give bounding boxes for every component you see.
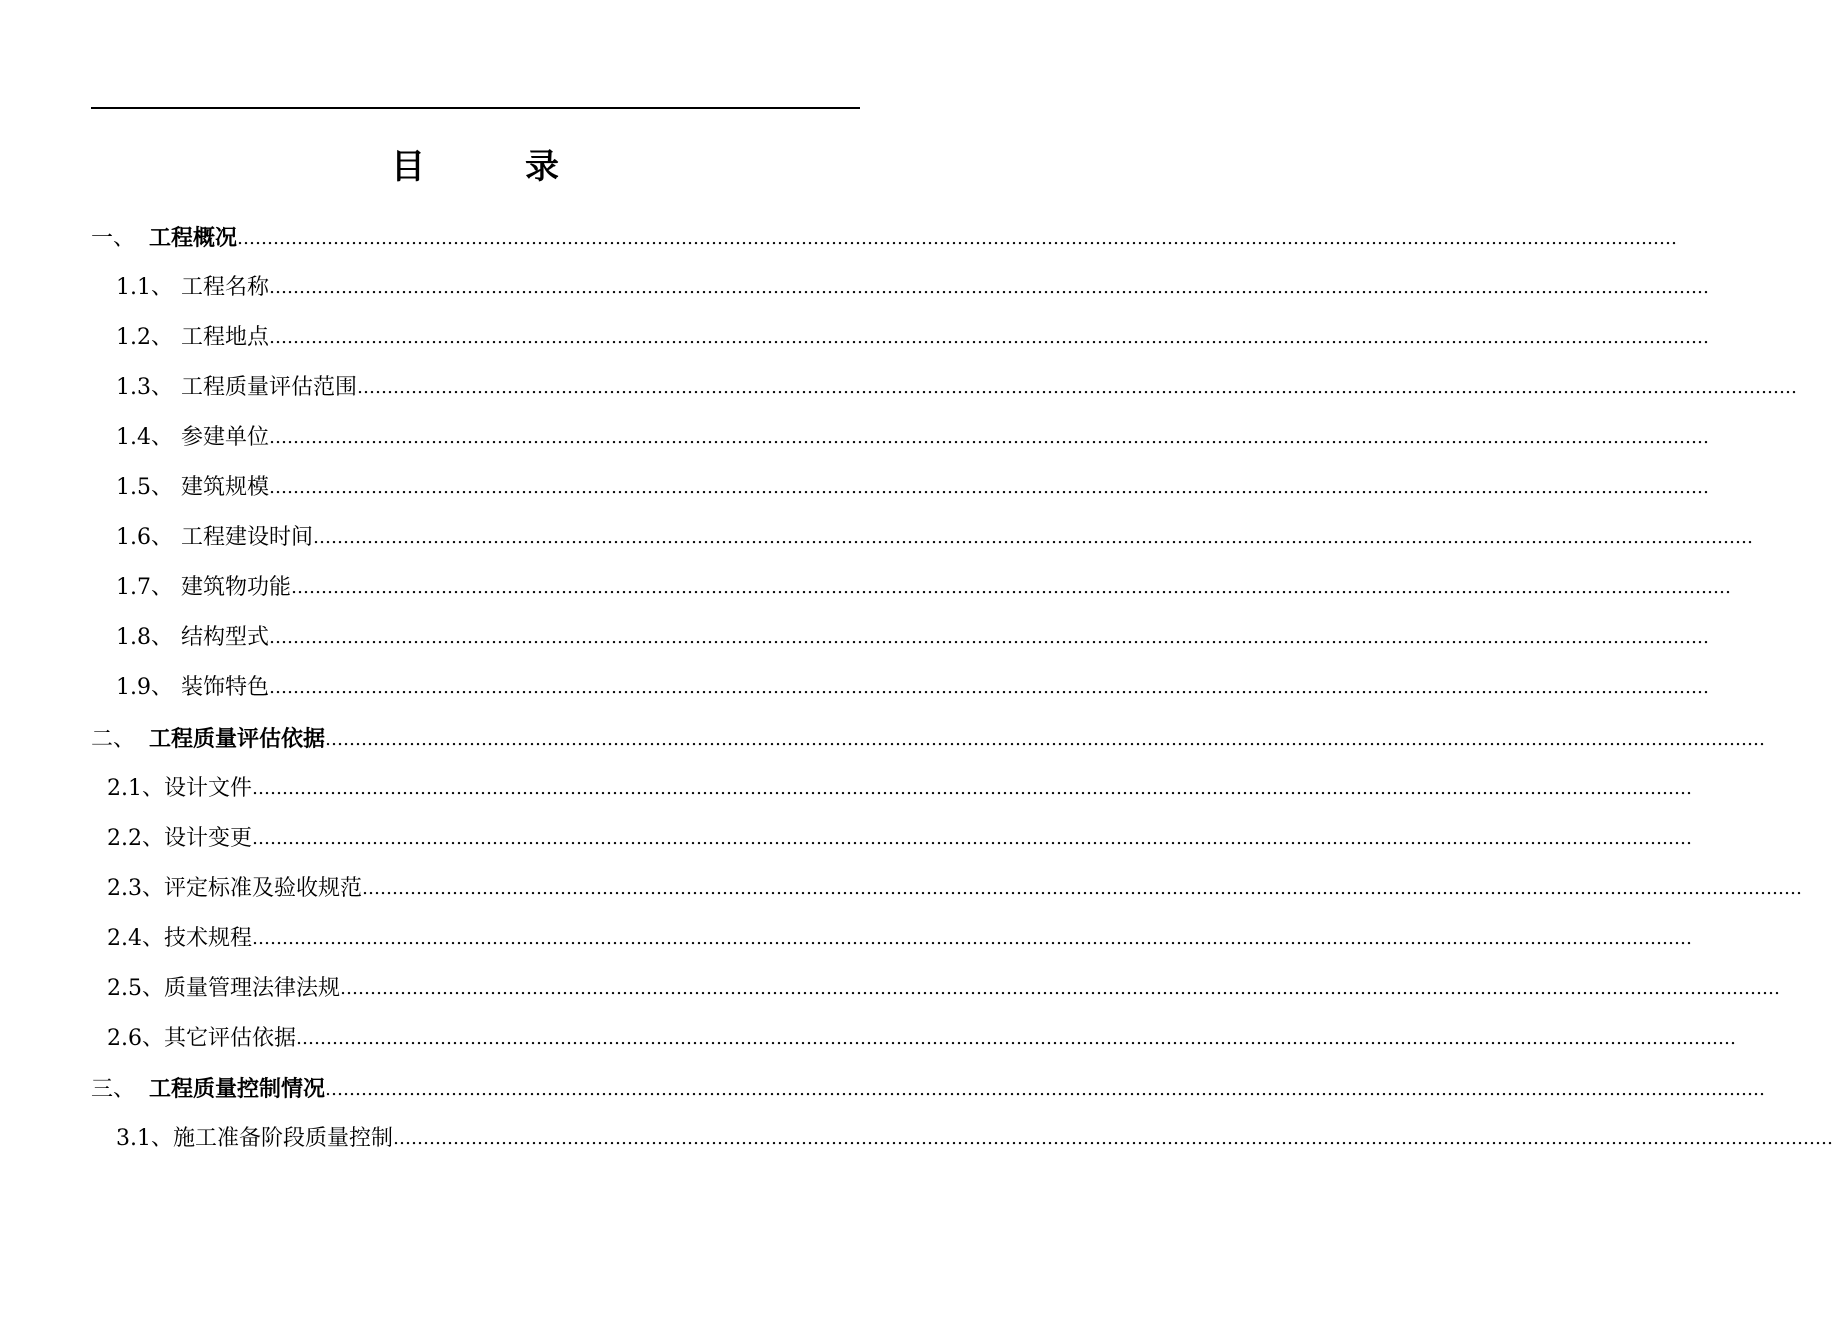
toc-entry-leader: ……………………………………………………………………………………………………………………………………………………………………………………………………………………: [313, 527, 1754, 548]
toc-entry-title: 建筑物功能: [181, 575, 292, 600]
toc-entry-leader: ……………………………………………………………………………………………………………………………………………………………………………………………………………………: [269, 427, 1710, 448]
toc-entry-1-8[interactable]: [116, 623, 1710, 653]
toc-entry-title: 设计文件: [164, 776, 253, 801]
toc-entry-2-4[interactable]: [107, 924, 1693, 954]
toc-entry-leader: ……………………………………………………………………………………………………………………………………………………………………………………………………………………: [296, 1028, 1737, 1049]
toc-entry-leader: ……………………………………………………………………………………………………………………………………………………………………………………………………………………: [269, 477, 1710, 498]
header-rule: [91, 107, 860, 109]
page-title: 目录: [391, 147, 659, 187]
toc-entry-1-6[interactable]: [116, 523, 1754, 553]
toc-entry-1-9[interactable]: [116, 673, 1710, 703]
toc-entry-title: 工程建设时间: [181, 525, 314, 550]
toc-entry-leader: ……………………………………………………………………………………………………………………………………………………………………………………………………………………: [291, 577, 1732, 598]
toc-entry-2[interactable]: [91, 725, 1766, 755]
toc-entry-title: 工程质量控制情况: [149, 1077, 326, 1102]
toc-entry-title: 工程地点: [181, 325, 270, 350]
toc-entry-leader: ……………………………………………………………………………………………………………………………………………………………………………………………………………………: [269, 327, 1710, 348]
toc-entry-number: 2.6、: [107, 1026, 164, 1051]
toc-entry-title: 工程概况: [149, 226, 238, 251]
toc-entry-2-5[interactable]: [107, 974, 1781, 1004]
toc-entry-number: 1.6、: [116, 525, 173, 550]
toc-entry-leader: ……………………………………………………………………………………………………………………………………………………………………………………………………………………: [269, 627, 1710, 648]
toc-entry-number: 1.1、: [116, 275, 173, 300]
toc-entry-leader: ……………………………………………………………………………………………………………………………………………………………………………………………………………………: [252, 928, 1693, 949]
toc-entry-1[interactable]: [91, 224, 1678, 254]
toc-entry-leader: ……………………………………………………………………………………………………………………………………………………………………………………………………………………: [237, 228, 1678, 249]
toc-entry-leader: ……………………………………………………………………………………………………………………………………………………………………………………………………………………: [269, 677, 1710, 698]
toc-entry-leader: ……………………………………………………………………………………………………………………………………………………………………………………………………………………: [362, 878, 1803, 899]
toc-entry-number: 1.9、: [116, 675, 173, 700]
toc-entry-title: 结构型式: [181, 625, 270, 650]
toc-entry-title: 工程质量评估依据: [149, 727, 326, 752]
toc-entry-leader: ……………………………………………………………………………………………………………………………………………………………………………………………………………………: [325, 1079, 1766, 1100]
toc-entry-number: 2.4、: [107, 926, 164, 951]
toc-entry-leader: ……………………………………………………………………………………………………………………………………………………………………………………………………………………: [325, 729, 1766, 750]
toc-entry-leader: ……………………………………………………………………………………………………………………………………………………………………………………………………………………: [252, 778, 1693, 799]
toc-entry-leader: ……………………………………………………………………………………………………………………………………………………………………………………………………………………: [357, 377, 1798, 398]
toc-entry-number: 3.1、: [116, 1126, 173, 1151]
toc-entry-title: 其它评估依据: [164, 1026, 297, 1051]
toc-entry-number: 2.3、: [107, 876, 164, 901]
toc-entry-number: 三、: [91, 1077, 136, 1102]
toc-entry-leader: ……………………………………………………………………………………………………………………………………………………………………………………………………………………: [252, 828, 1693, 849]
toc-entry-title: 质量管理法律法规: [164, 976, 341, 1001]
toc-entry-number: 1.7、: [116, 575, 173, 600]
toc-entry-1-1[interactable]: [116, 273, 1710, 303]
toc-entry-title: 装饰特色: [181, 675, 270, 700]
toc-entry-title: 施工准备阶段质量控制: [173, 1126, 394, 1151]
toc-entry-title: 设计变更: [164, 826, 253, 851]
toc-entry-title: 技术规程: [164, 926, 253, 951]
toc-entry-leader: ……………………………………………………………………………………………………………………………………………………………………………………………………………………: [340, 978, 1781, 999]
toc-entry-leader: ……………………………………………………………………………………………………………………………………………………………………………………………………………………: [393, 1128, 1833, 1149]
toc-entry-1-4[interactable]: [116, 423, 1710, 453]
toc-entry-number: 2.5、: [107, 976, 164, 1001]
toc-entry-title: 建筑规模: [181, 475, 270, 500]
toc-entry-title: 工程质量评估范围: [181, 375, 358, 400]
toc-entry-2-3[interactable]: [107, 874, 1803, 904]
toc-entry-2-1[interactable]: [107, 774, 1693, 804]
toc-entry-1-2[interactable]: [116, 323, 1710, 353]
toc-entry-number: 1.2、: [116, 325, 173, 350]
toc-entry-2-6[interactable]: [107, 1024, 1737, 1054]
toc-entry-1-3[interactable]: [116, 373, 1798, 403]
toc-entry-leader: ……………………………………………………………………………………………………………………………………………………………………………………………………………………: [269, 277, 1710, 298]
toc-entry-title: 参建单位: [181, 425, 270, 450]
toc-entry-number: 2.2、: [107, 826, 164, 851]
toc-entry-2-2[interactable]: [107, 824, 1693, 854]
toc-entry-number: 二、: [91, 727, 136, 752]
toc-entry-3[interactable]: [91, 1075, 1766, 1105]
toc-entry-1-5[interactable]: [116, 473, 1710, 503]
toc-entry-number: 一、: [91, 226, 136, 251]
toc-entry-1-7[interactable]: [116, 573, 1732, 603]
toc-entry-number: 1.8、: [116, 625, 173, 650]
toc-entry-3-1[interactable]: [116, 1124, 1833, 1154]
toc-entry-number: 2.1、: [107, 776, 164, 801]
toc-entry-number: 1.5、: [116, 475, 173, 500]
toc-entry-number: 1.4、: [116, 425, 173, 450]
toc-entry-number: 1.3、: [116, 375, 173, 400]
toc-entry-title: 工程名称: [181, 275, 270, 300]
toc-entry-title: 评定标准及验收规范: [164, 876, 363, 901]
